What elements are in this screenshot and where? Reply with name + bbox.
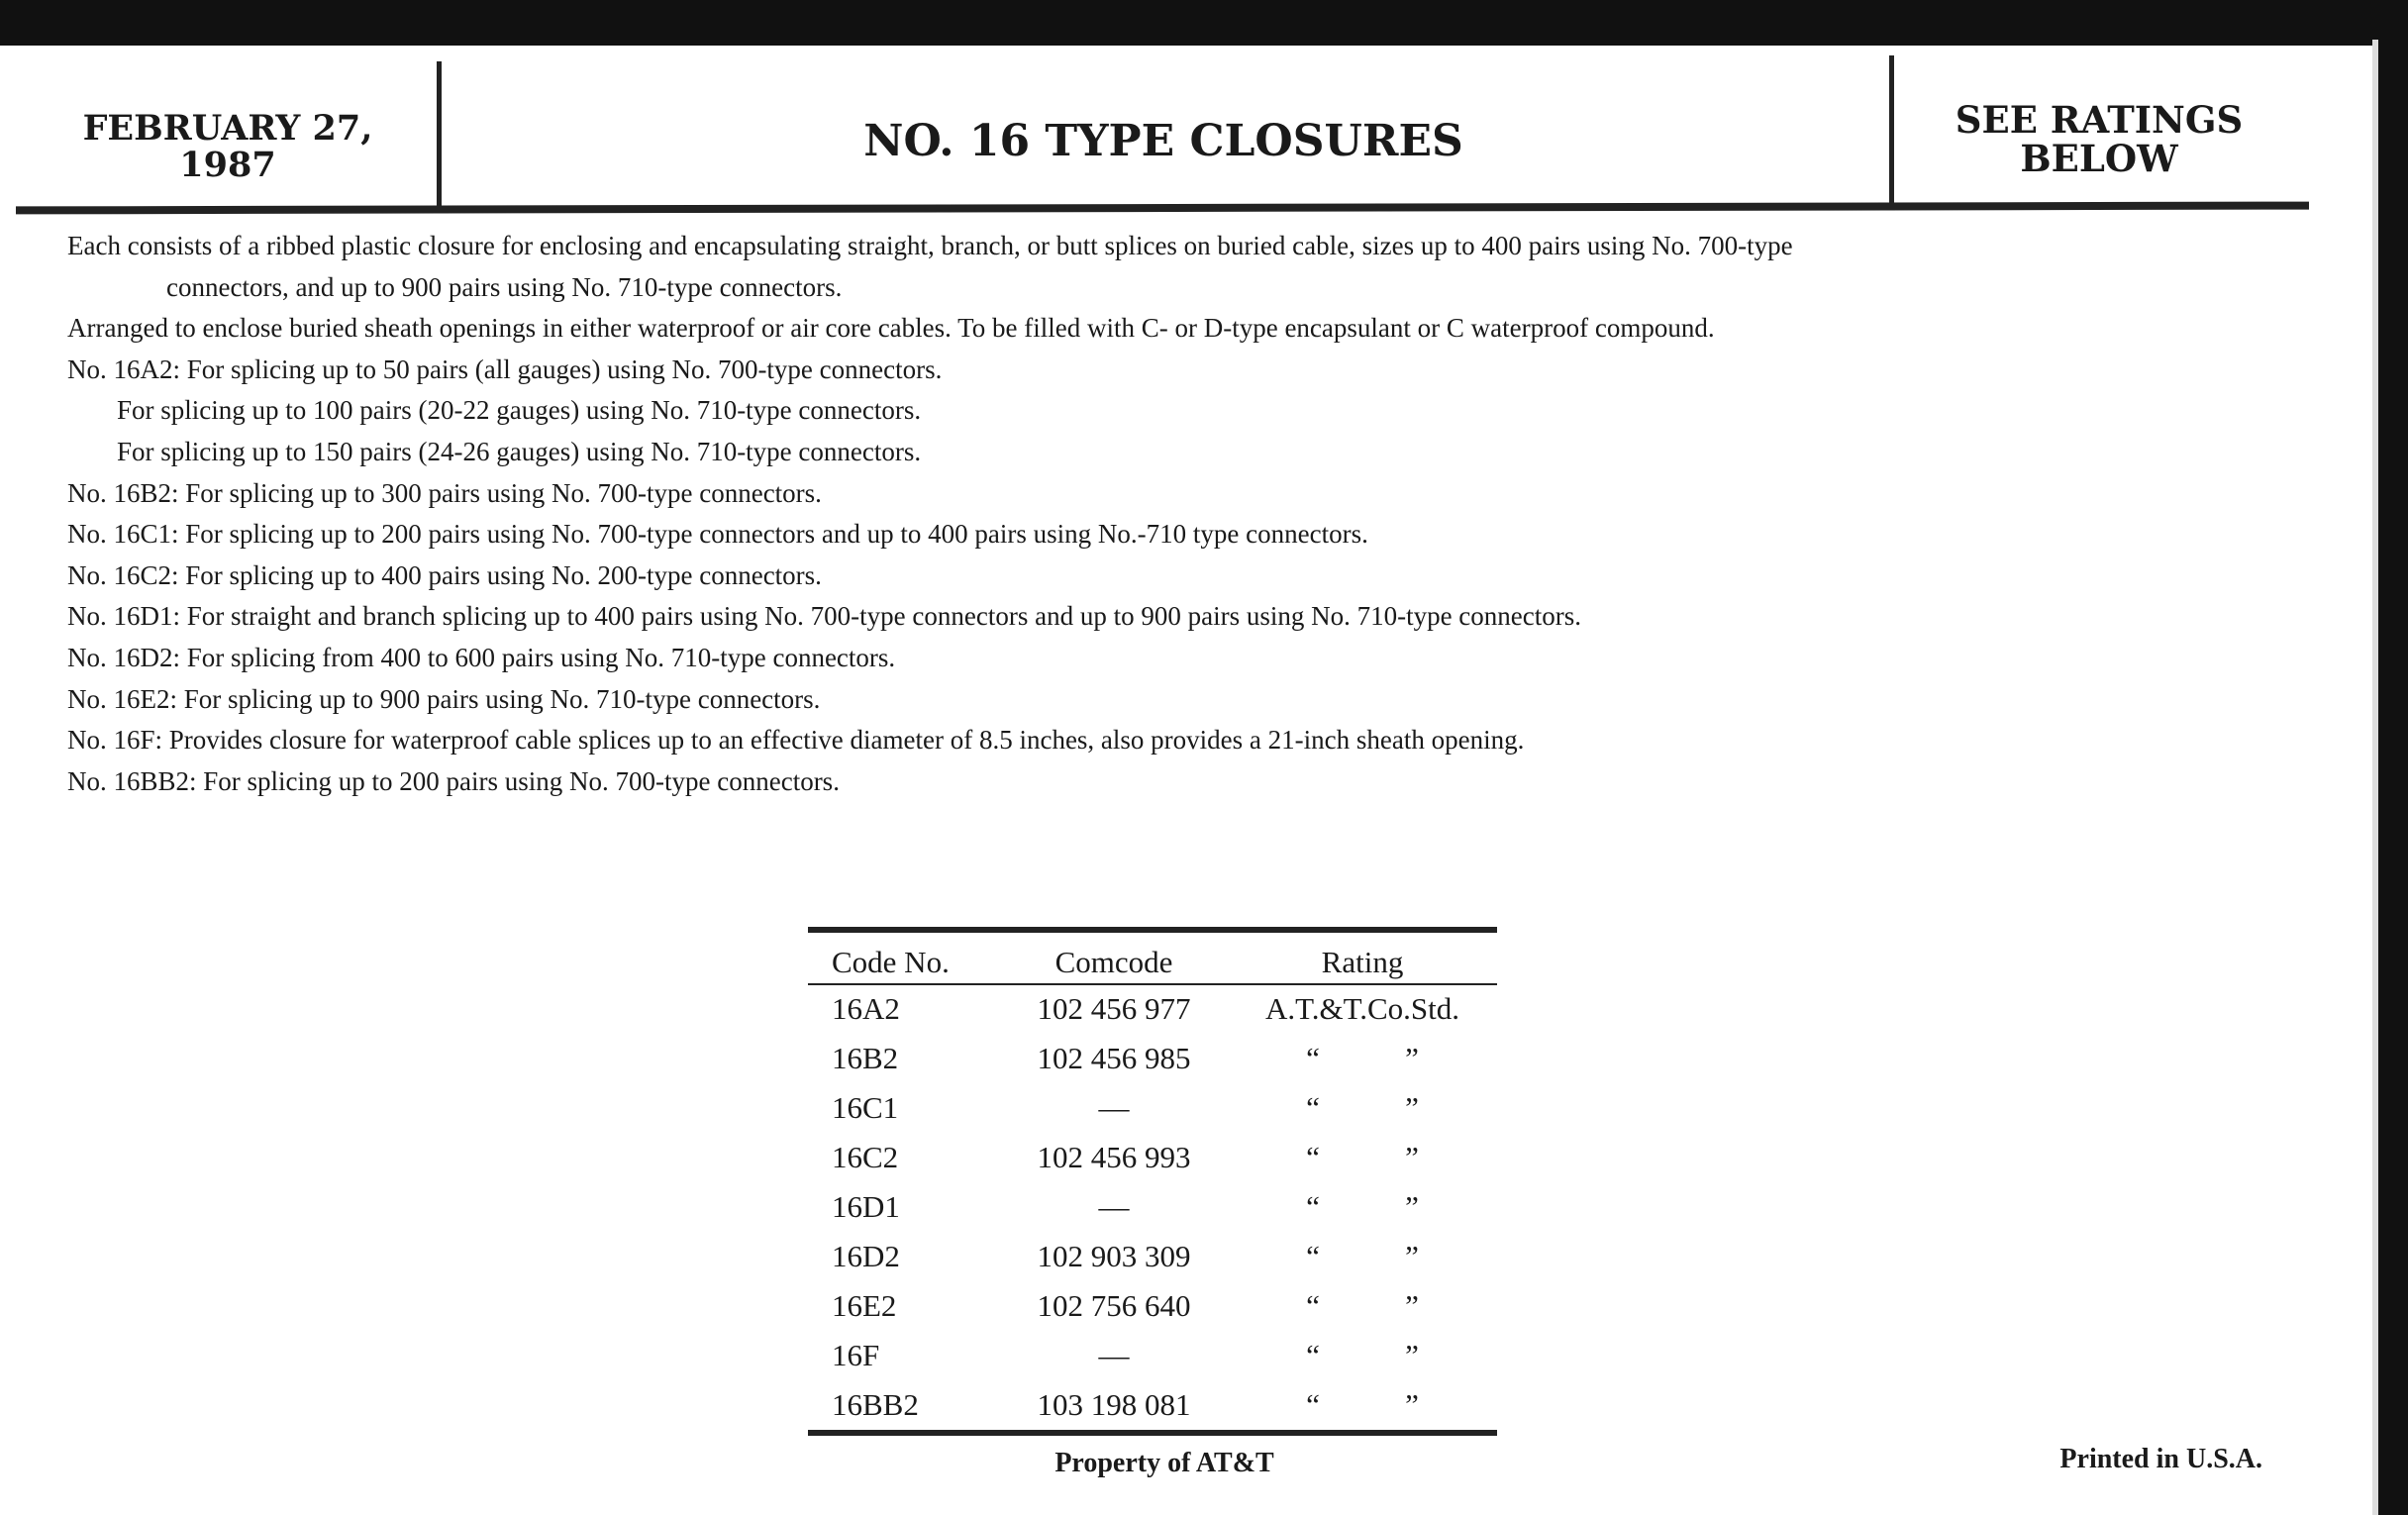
ditto-open: “ [1306, 1239, 1320, 1273]
table-header-row [808, 941, 1497, 984]
table-row [808, 1331, 1497, 1380]
ditto-open: “ [1306, 1189, 1320, 1224]
rating-cell [1228, 1083, 1497, 1133]
rating-cell [1228, 1133, 1497, 1182]
ditto-close: ” [1405, 1189, 1419, 1224]
table-bottom-rule [808, 1430, 1497, 1436]
code-cell: 16D2 [832, 1239, 900, 1273]
body-line: Each consists of a ribbed plastic closure for enclosing and encapsulating straight, branch, or butt splices on buried cable, sizes up to 400 pairs using No. 700-type [67, 231, 1793, 260]
ditto-close: ” [1405, 1239, 1419, 1273]
ditto-open: “ [1306, 1338, 1320, 1372]
rating-cell [1228, 1281, 1497, 1331]
table-top-rule [808, 927, 1497, 933]
comcode-cell: — [1098, 1189, 1130, 1224]
body-line: No. 16D2: For splicing from 400 to 600 pairs using No. 710-type connectors. [67, 642, 896, 672]
header-divider-right [1889, 55, 1894, 206]
rating-cell [1228, 1034, 1497, 1083]
printed-note: Printed in U.S.A. [2059, 1444, 2262, 1474]
page-edge [2372, 40, 2378, 1515]
rating-cell [1228, 984, 1497, 1034]
header-rule [16, 202, 2309, 215]
rating-cell [1228, 1232, 1497, 1281]
table-row [808, 1182, 1497, 1232]
ditto-close: ” [1405, 1140, 1419, 1174]
body-line: No. 16D1: For straight and branch splicing up to 400 pairs using No. 700-type connectors and up to 900 pairs using No. 710-type connectors. [67, 601, 1582, 632]
code-cell: 16C2 [832, 1140, 899, 1174]
ditto-close: ” [1405, 1288, 1419, 1323]
table-row [808, 1380, 1497, 1430]
ditto-open: “ [1306, 1387, 1320, 1422]
code-cell: 16B2 [832, 1041, 899, 1075]
table-row [808, 1034, 1497, 1083]
col-rating: Rating [1321, 945, 1404, 979]
rating-line-1: SEE RATINGS [1955, 98, 2244, 142]
table-row [808, 1083, 1497, 1133]
rating-cell [1228, 1380, 1497, 1430]
page-title: NO. 16 TYPE CLOSURES [863, 116, 1463, 166]
body-line: No. 16B2: For splicing up to 300 pairs using No. 700-type connectors. [67, 477, 822, 508]
table-row [808, 984, 1497, 1034]
comcode-cell: — [1098, 1090, 1130, 1125]
code-cell: 16A2 [832, 991, 900, 1026]
ditto-open: “ [1306, 1090, 1320, 1125]
code-cell: 16E2 [832, 1288, 897, 1323]
ditto-open: “ [1306, 1288, 1320, 1323]
col-code: Code No. [832, 945, 950, 979]
ditto-close: ” [1405, 1338, 1419, 1372]
body-line: No. 16C2: For splicing up to 400 pairs using No. 200-type connectors. [67, 559, 822, 590]
body-line: No. 16C1: For splicing up to 200 pairs using No. 700-type connectors and up to 400 pairs using No.-710 type connectors. [67, 519, 1368, 550]
comcode-cell: 102 756 640 [1037, 1288, 1191, 1323]
rating-cell [1228, 1331, 1497, 1380]
code-cell: 16D1 [832, 1189, 900, 1224]
date-line-1: FEBRUARY 27, [82, 108, 373, 149]
date-line-2: 1987 [179, 144, 276, 185]
table-row [808, 1232, 1497, 1281]
scan-border-top [0, 0, 2408, 46]
body-line: No. 16E2: For splicing up to 900 pairs using No. 710-type connectors. [67, 683, 821, 714]
table-row [808, 1281, 1497, 1331]
header-divider-left [437, 61, 442, 212]
body-line: connectors, and up to 900 pairs using No. 710-type connectors. [166, 271, 843, 302]
header-date [40, 108, 416, 185]
body-line: No. 16A2: For splicing up to 50 pairs (all gauges) using No. 700-type connectors. [67, 354, 943, 384]
comcode-cell: 103 198 081 [1037, 1387, 1191, 1422]
code-cell: 16BB2 [832, 1387, 919, 1422]
rating-line-2: BELOW [2020, 136, 2178, 180]
body-line: Arranged to enclose buried sheath openings in either waterproof or air core cables. To be filled with C- or D-type encapsulant or C waterproof compound. [67, 313, 1715, 344]
ditto-open: “ [1306, 1041, 1320, 1075]
ditto-close: ” [1405, 1090, 1419, 1125]
body-line: For splicing up to 100 pairs (20-22 gauges) using No. 710-type connectors. [117, 395, 922, 426]
comcode-cell: 102 456 977 [1037, 991, 1191, 1026]
ditto-close: ” [1405, 1041, 1419, 1075]
comcode-cell: 102 903 309 [1037, 1239, 1191, 1273]
ditto-close: ” [1405, 1387, 1419, 1422]
rating-text: A.T.&T.Co.Std. [1264, 991, 1460, 1026]
comcode-cell: 102 456 985 [1037, 1041, 1191, 1075]
description [67, 226, 2345, 802]
comcode-cell: — [1098, 1338, 1130, 1372]
table-row [808, 1133, 1497, 1182]
scan-border-right [2378, 0, 2408, 1515]
comcode-cell: 102 456 993 [1037, 1140, 1191, 1174]
body-line: For splicing up to 150 pairs (24-26 gauges) using No. 710-type connectors. [117, 436, 922, 466]
header-rating [1911, 98, 2287, 180]
ratings-table [808, 941, 1497, 1430]
rating-cell [1228, 1182, 1497, 1232]
property-note: Property of AT&T [1054, 1448, 1274, 1478]
body-line: No. 16BB2: For splicing up to 200 pairs using No. 700-type connectors. [67, 765, 840, 796]
col-comcode: Comcode [1054, 945, 1173, 979]
code-cell: 16F [832, 1338, 880, 1372]
body-line: No. 16F: Provides closure for waterproof cable splices up to an effective diameter of 8.5 inches, also provides a 21-inch sheath opening. [67, 725, 1525, 756]
code-cell: 16C1 [832, 1090, 899, 1125]
ditto-open: “ [1306, 1140, 1320, 1174]
